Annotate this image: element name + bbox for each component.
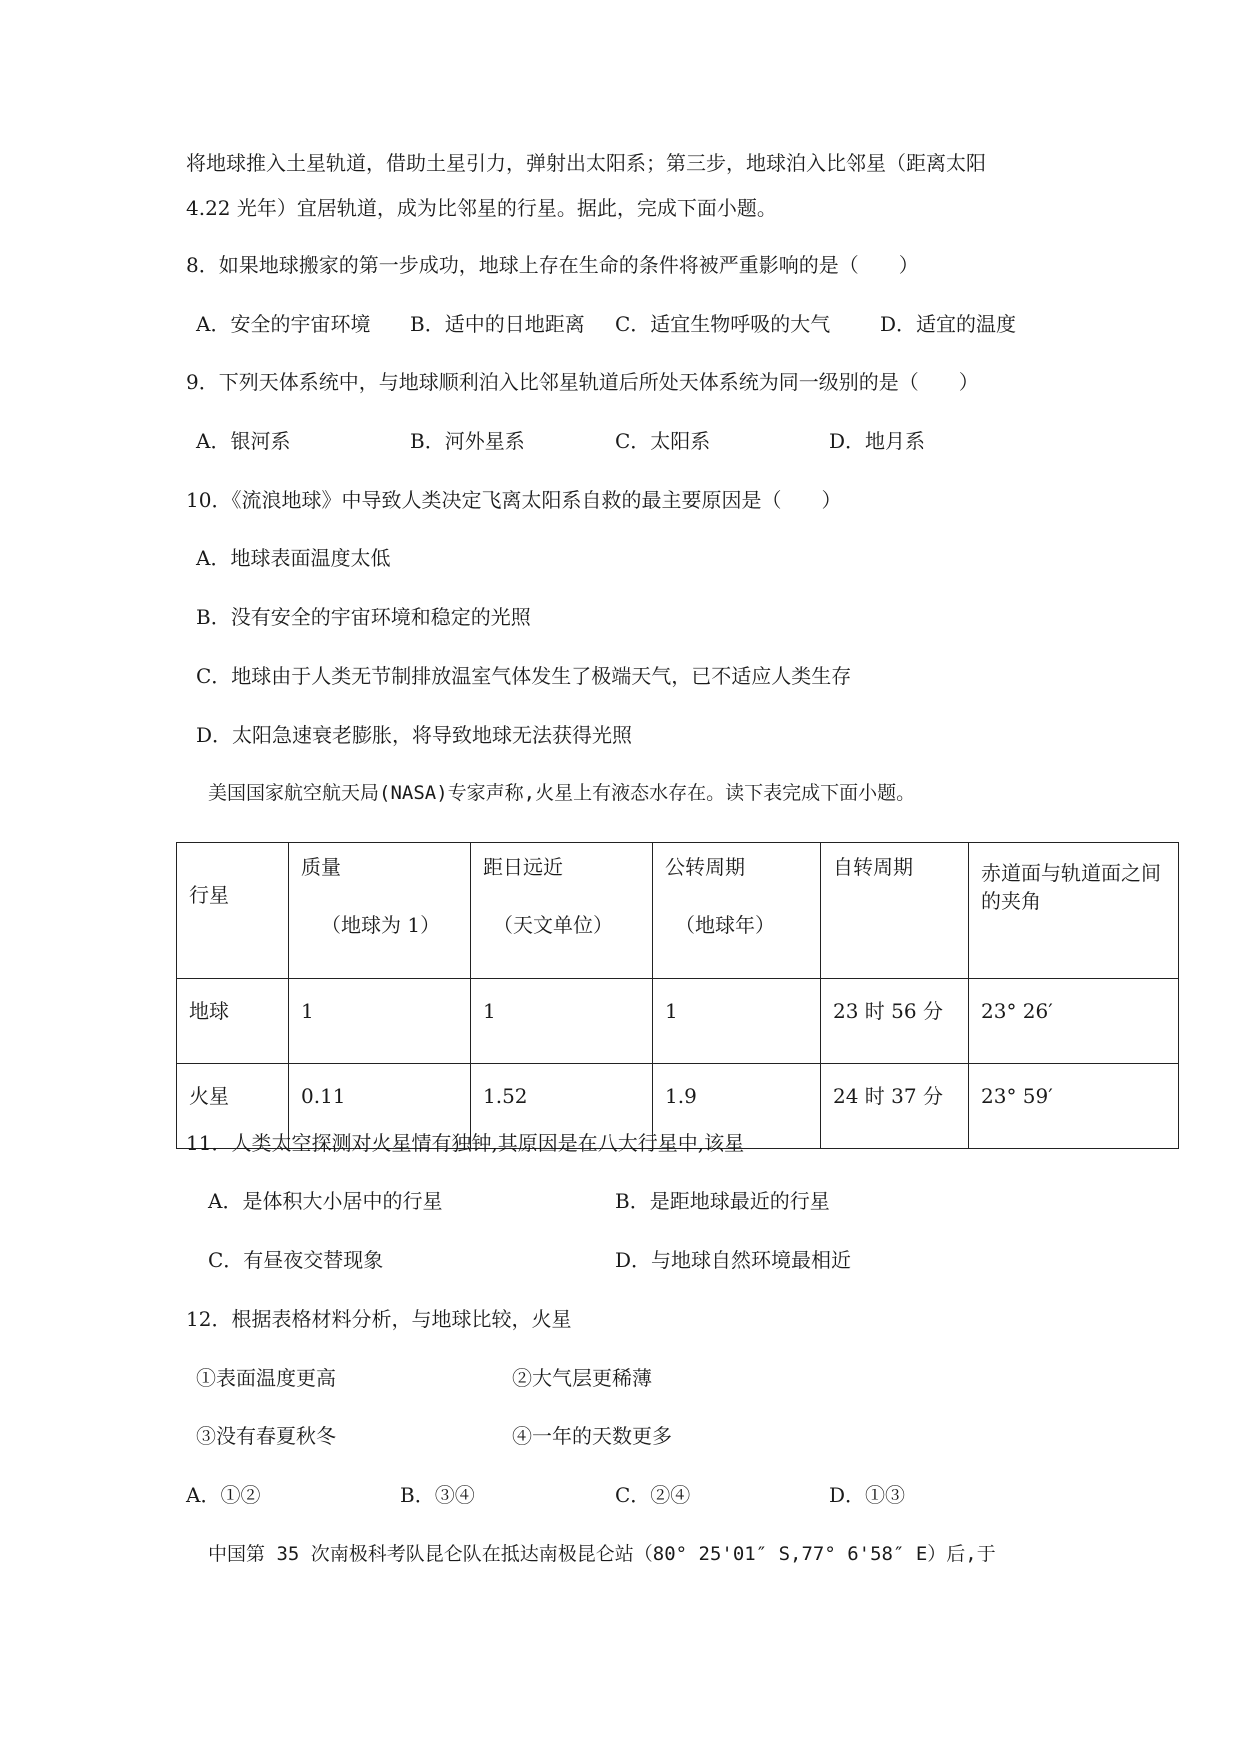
q8-option-c: C．适宜生物呼吸的大气	[615, 312, 831, 336]
question-12-stem: 12．根据表格材料分析，与地球比较，火星	[186, 1307, 572, 1331]
intro-line-2: 4.22 光年）宜居轨道，成为比邻星的行星。据此，完成下面小题。	[186, 196, 777, 220]
q8-option-a: A．安全的宇宙环境	[196, 312, 371, 336]
question-8-stem: 8．如果地球搬家的第一步成功，地球上存在生命的条件将被严重影响的是（ ）	[186, 253, 919, 277]
header-axial-tilt	[969, 843, 1179, 979]
header-distance-unit: （天文单位）	[493, 913, 613, 937]
q9-option-d: D．地月系	[829, 429, 926, 453]
header-revolution-label: 公转周期	[665, 855, 745, 879]
q12-item-4: ④一年的天数更多	[512, 1424, 672, 1448]
header-rotation-label: 自转周期	[833, 855, 913, 879]
header-revolution	[653, 843, 821, 979]
header-mass-label: 质量	[301, 855, 341, 879]
q12-option-d: D．①③	[829, 1483, 906, 1507]
header-planet	[177, 843, 289, 979]
question-9-stem: 9．下列天体系统中，与地球顺利泊入比邻星轨道后所处天体系统为同一级别的是（ ）	[186, 370, 979, 394]
header-mass	[289, 843, 471, 979]
q8-option-d: D．适宜的温度	[880, 312, 1017, 336]
header-mass-unit: （地球为 1）	[321, 913, 441, 937]
table-row-earth	[177, 979, 1179, 1064]
q11-option-d: D．与地球自然环境最相近	[615, 1248, 852, 1272]
q9-option-c: C．太阳系	[615, 429, 711, 453]
q10-option-c: C．地球由于人类无节制排放温室气体发生了极端天气，已不适应人类生存	[196, 664, 852, 688]
table-cell: 地球	[177, 979, 289, 1064]
q10-option-a: A．地球表面温度太低	[196, 546, 391, 570]
table-cell: 1.52	[471, 1064, 653, 1149]
q10-option-b: B．没有安全的宇宙环境和稳定的光照	[196, 605, 531, 629]
table-header-row	[177, 843, 1179, 979]
q12-item-3: ③没有春夏秋冬	[196, 1424, 336, 1448]
q12-option-c: C．②④	[615, 1483, 691, 1507]
q11-option-c: C．有昼夜交替现象	[208, 1248, 384, 1272]
q11-option-a: A．是体积大小居中的行星	[208, 1189, 443, 1213]
table-cell: 0.11	[289, 1064, 471, 1149]
q12-option-a: A．①②	[186, 1483, 261, 1507]
table-cell: 1	[653, 979, 821, 1064]
table-cell: 1	[471, 979, 653, 1064]
nasa-intro: 美国国家航空航天局(NASA)专家声称,火星上有液态水存在。读下表完成下面小题。	[208, 782, 916, 804]
table-cell: 23 时 56 分	[821, 979, 969, 1064]
header-rotation	[821, 843, 969, 979]
q11-option-b: B．是距地球最近的行星	[615, 1189, 830, 1213]
header-planet-label: 行星	[189, 883, 229, 907]
q12-option-b: B．③④	[400, 1483, 475, 1507]
q9-option-a: A．银河系	[196, 429, 291, 453]
header-revolution-unit: （地球年）	[675, 913, 775, 937]
table-cell: 火星	[177, 1064, 289, 1149]
q12-item-1: ①表面温度更高	[196, 1366, 336, 1390]
q12-item-2: ②大气层更稀薄	[512, 1366, 652, 1390]
intro-line-1: 将地球推入土星轨道，借助土星引力，弹射出太阳系；第三步，地球泊入比邻星（距离太阳	[186, 151, 986, 175]
q10-option-d: D．太阳急速衰老膨胀，将导致地球无法获得光照	[196, 723, 633, 747]
header-axial-tilt-label: 赤道面与轨道面之间的夹角	[981, 861, 1161, 913]
table-cell: 1.9	[653, 1064, 821, 1149]
table-cell: 23° 26′	[969, 979, 1179, 1064]
closing-paragraph: 中国第 35 次南极科考队昆仑队在抵达南极昆仑站（80° 25'01″ S,77° 6'58″ E）后,于	[208, 1543, 996, 1565]
planet-data-table	[176, 842, 1179, 1149]
question-11-stem: 11．人类太空探测对火星情有独钟,其原因是在八大行星中,该星	[186, 1131, 745, 1155]
table-cell: 24 时 37 分	[821, 1064, 969, 1149]
q8-option-b: B．适中的日地距离	[410, 312, 585, 336]
header-distance-label: 距日远近	[483, 855, 563, 879]
header-distance	[471, 843, 653, 979]
q9-option-b: B．河外星系	[410, 429, 525, 453]
question-10-stem: 10．《流浪地球》中导致人类决定飞离太阳系自救的最主要原因是（ ）	[186, 488, 842, 512]
table-cell: 1	[289, 979, 471, 1064]
table-cell: 23° 59′	[969, 1064, 1179, 1149]
